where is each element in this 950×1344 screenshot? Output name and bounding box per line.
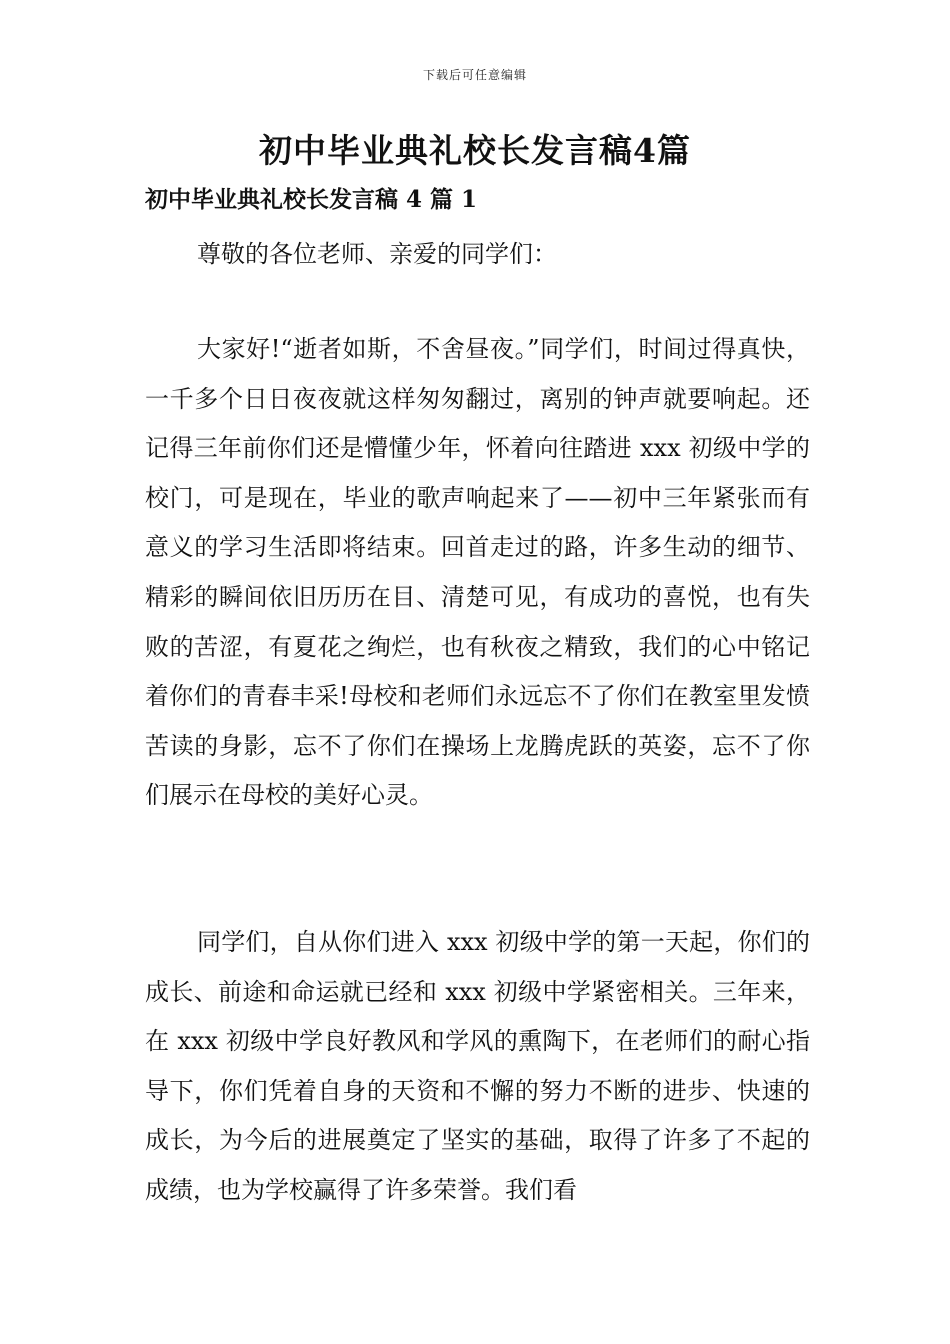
header-note: 下载后可任意编辑 xyxy=(422,68,527,82)
document-title: 初中毕业典礼校长发言稿4篇 xyxy=(259,131,691,170)
section-heading: 初中毕业典礼校长发言稿 4 篇 1 xyxy=(145,186,478,213)
paragraph-2: 同学们，自从你们进入 xxx 初级中学的第一天起，你们的成长、前途和命运就已经和 xxx 初级中学紧密相关。三年来，在 xxx 初级中学良好教风和学风的熏陶下，在老师们的耐心指导下，你们凭着自身的天资和不懈的努力不断的进步、快速的成长，为今后的进展奠定了坚实的基础，取得了许多了不起的成绩，也为学校赢得了许多荣誉。我们看 xyxy=(145,928,810,1204)
salutation: 尊敬的各位老师、亲爱的同学们： xyxy=(197,240,557,268)
paragraph-1: 大家好!“逝者如斯，不舍昼夜。”同学们，时间过得真快，一千多个日日夜夜就这样匆匆翻过，离别的钟声就要响起。还记得三年前你们还是懵懂少年，怀着向往踏进 xxx 初级中学的校门，可是现在，毕业的歌声响起来了——初中三年紧张而有意义的学习生活即将结束。回首走过的路，许多生动的细节、精彩的瞬间依旧历历在目、清楚可见，有成功的喜悦，也有失败的苦涩，有夏花之绚烂，也有秋夜之精致，我们的心中铭记着你们的青春丰采!母校和老师们永远忘不了你们在教室里发愤苦读的身影，忘不了你们在操场上龙腾虎跃的英姿，忘不了你们展示在母校的美好心灵。 xyxy=(145,335,810,810)
